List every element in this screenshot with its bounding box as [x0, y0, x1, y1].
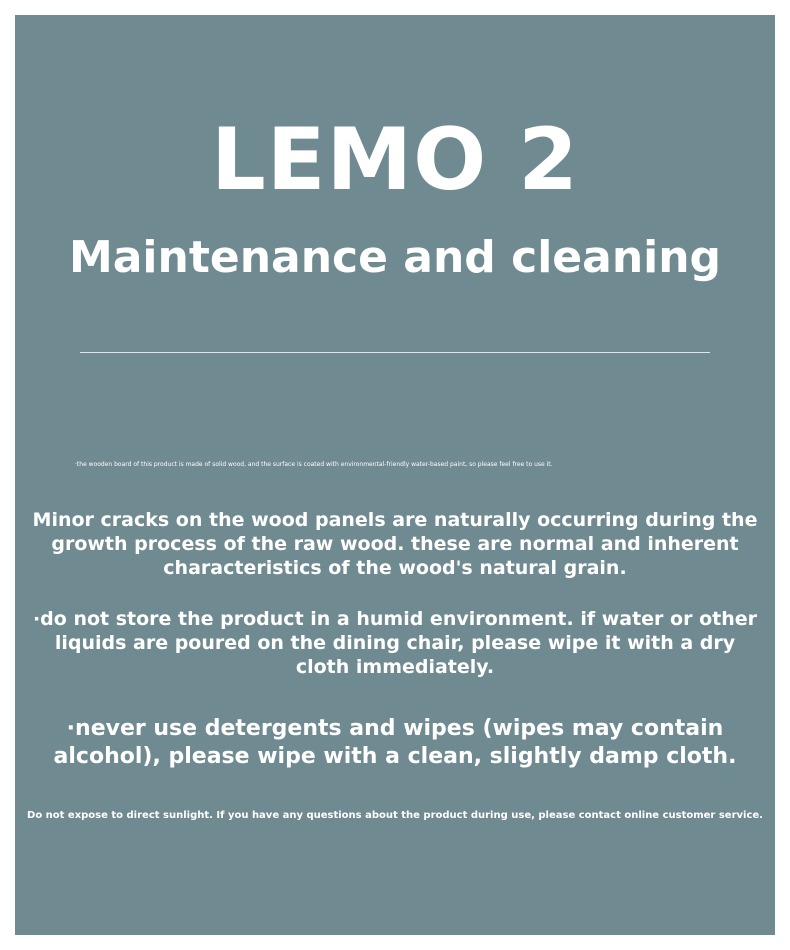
section-subtitle: Maintenance and cleaning [68, 232, 722, 283]
product-title: LEMO 2 [210, 110, 579, 210]
wood-cracks-paragraph: Minor cracks on the wood panels are naturally occurring during the growth process of the raw wood. these are normal and inherent characteristics of the wood's natural grain. [32, 509, 758, 579]
sunlight-footer-note: Do not expose to direct sunlight. If you have any questions about the product during use, please contact online customer service. [27, 810, 763, 821]
solid-wood-note: ·the wooden board of this product is made of solid wood, and the surface is coated with environmental-friendly water-based paint, so please feel free to use it. [75, 461, 553, 468]
divider-line [80, 352, 710, 353]
humidity-paragraph: ·do not store the product in a humid environment. if water or other liquids are poured on the dining chair, please wipe it with a dry cloth immediately. [32, 608, 758, 678]
instruction-panel [15, 15, 775, 935]
detergents-paragraph: ·never use detergents and wipes (wipes may contain alcohol), please wipe with a clean, slightly damp cloth. [53, 716, 737, 769]
